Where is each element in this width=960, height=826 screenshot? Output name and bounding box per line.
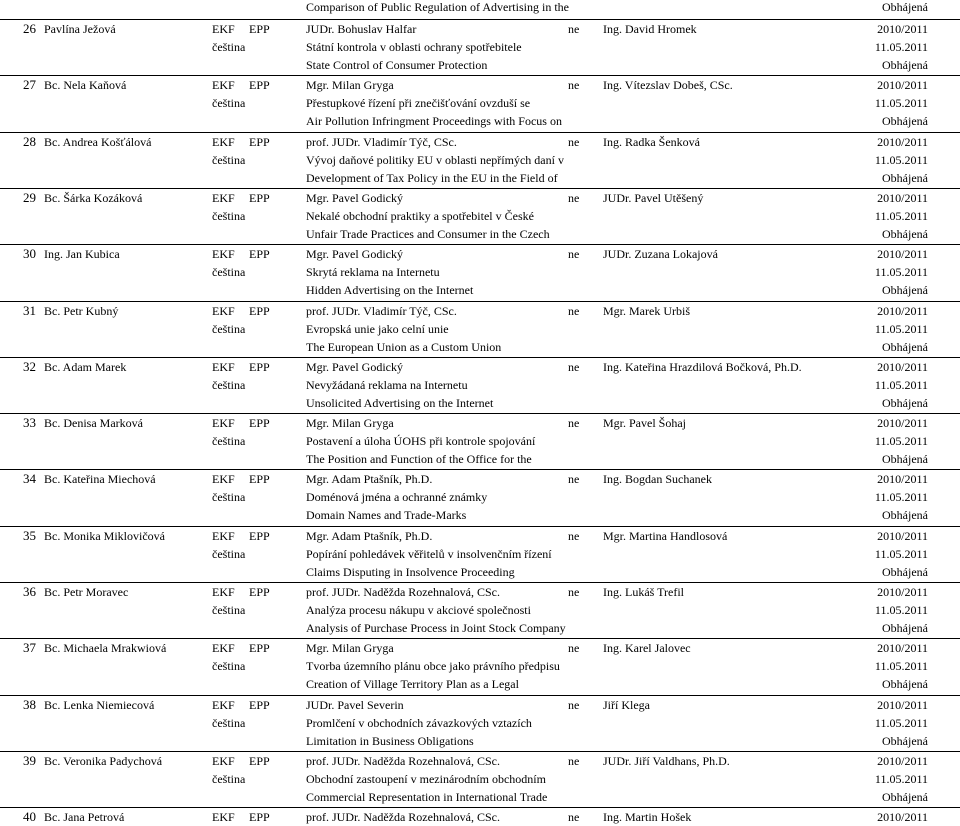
defense-status: Obhájená [882, 789, 928, 804]
defense-date: 11.05.2011 [874, 603, 928, 617]
thesis-language: čeština [212, 265, 246, 280]
faculty: EKF [212, 641, 235, 656]
faculty: EKF [212, 303, 235, 318]
faculty: EKF [212, 22, 235, 36]
student-name: Pavlína Ježová [44, 22, 116, 36]
supervisor: prof. JUDr. Naděžda Rozehnalová, CSc. [306, 585, 500, 599]
ne-flag: ne [568, 528, 580, 543]
thesis-language: čeština [212, 490, 246, 505]
row-number: 26 [23, 21, 36, 36]
row-line-1 [0, 76, 960, 94]
supervisor: JUDr. Pavel Severin [306, 697, 404, 712]
row-line-3 [0, 112, 960, 130]
row-line-2 [0, 38, 960, 56]
thesis-title-cz: Nekalé obchodní praktiky a spotřebitel v České [306, 208, 534, 223]
ne-flag: ne [568, 753, 580, 768]
row-line-2 [0, 601, 960, 619]
defense-status: Obhájená [882, 283, 928, 298]
thesis-title-cz: Popírání pohledávek věřitelů v insolvenčním řízení [306, 546, 552, 561]
row-number: 34 [23, 471, 36, 487]
faculty: EKF [212, 697, 235, 712]
defense-status: Obhájená [882, 677, 928, 692]
academic-year: 2010/2011 [877, 697, 928, 712]
faculty: EKF [212, 528, 235, 543]
thesis-title-cz: Promlčení v obchodních závazkových vztazích [306, 715, 532, 730]
row-number: 37 [23, 640, 36, 656]
row-line-3 [0, 56, 960, 74]
faculty: EKF [212, 134, 235, 149]
table-row [0, 357, 960, 413]
row-line-1 [0, 470, 960, 488]
supervisor: Mgr. Pavel Godický [306, 247, 403, 262]
program: EPP [249, 697, 270, 712]
table-row [0, 188, 960, 244]
academic-year: 2010/2011 [877, 22, 928, 36]
thesis-title-en: State Control of Consumer Protection [306, 58, 488, 72]
thesis-title-cz: Nevyžádaná reklama na Internetu [306, 377, 468, 392]
thesis-title-cz: Evropská unie jako celní unie [306, 321, 449, 336]
defense-status: Obhájená [882, 114, 928, 129]
opponent: Ing. Martin Hošek [603, 810, 692, 825]
thesis-language: čeština [212, 208, 246, 223]
student-name: Bc. Kateřina Miechová [44, 472, 156, 487]
supervisor: prof. JUDr. Vladimír Týč, CSc. [306, 303, 457, 318]
row-line-1 [0, 302, 960, 320]
row-line-1 [0, 752, 960, 770]
program: EPP [249, 641, 270, 656]
ne-flag: ne [568, 134, 580, 149]
thesis-title-en: Limitation in Business Obligations [306, 733, 474, 748]
top-fragment-line [0, 0, 960, 16]
opponent: Jiří Klega [603, 697, 650, 712]
student-name: Bc. Andrea Košťálová [44, 134, 152, 149]
opponent: JUDr. Zuzana Lokajová [603, 247, 718, 262]
row-line-1 [0, 414, 960, 432]
row-line-2 [0, 714, 960, 732]
academic-year: 2010/2011 [877, 528, 928, 543]
supervisor: prof. JUDr. Naděžda Rozehnalová, CSc. [306, 753, 500, 768]
thesis-title-en: Air Pollution Infringment Proceedings with Focus on [306, 114, 562, 129]
row-line-3 [0, 450, 960, 468]
row-line-2 [0, 657, 960, 675]
defense-status: Obhájená [882, 395, 928, 410]
supervisor: Mgr. Milan Gryga [306, 641, 394, 656]
student-name: Bc. Petr Kubný [44, 303, 119, 318]
supervisor: Mgr. Adam Ptašník, Ph.D. [306, 472, 433, 487]
opponent: Ing. Bogdan Suchanek [603, 472, 712, 487]
ne-flag: ne [568, 22, 580, 36]
academic-year: 2010/2011 [877, 303, 928, 318]
thesis-title-en: The Position and Function of the Office for the [306, 452, 532, 467]
row-line-1 [0, 20, 960, 38]
row-line-2 [0, 376, 960, 394]
student-name: Bc. Denisa Marková [44, 416, 143, 431]
thesis-language: čeština [212, 715, 246, 730]
faculty: EKF [212, 810, 235, 825]
row-number: 28 [23, 133, 36, 149]
opponent: Mgr. Martina Handlosová [603, 528, 728, 543]
row-line-2 [0, 488, 960, 506]
row-line-2 [0, 151, 960, 169]
program: EPP [249, 190, 270, 205]
row-line-2 [0, 545, 960, 563]
program: EPP [249, 134, 270, 149]
thesis-title-en: Commercial Representation in International Trade [306, 789, 548, 804]
table-row [0, 469, 960, 525]
faculty: EKF [212, 416, 235, 431]
row-number: 30 [23, 246, 36, 262]
supervisor: prof. JUDr. Naděžda Rozehnalová, CSc. [306, 810, 500, 825]
supervisor: JUDr. Bohuslav Halfar [306, 22, 417, 36]
opponent: Ing. Lukáš Trefil [603, 585, 684, 599]
thesis-language: čeština [212, 434, 246, 449]
row-line-1 [0, 358, 960, 376]
program: EPP [249, 359, 270, 374]
defense-date: 11.05.2011 [874, 321, 928, 336]
thesis-language: čeština [212, 659, 246, 674]
row-line-3 [0, 563, 960, 581]
student-name: Bc. Monika Miklovičová [44, 528, 165, 543]
table-row [0, 132, 960, 188]
program: EPP [249, 753, 270, 768]
student-name: Ing. Jan Kubica [44, 247, 120, 262]
thesis-title-cz: Tvorba územního plánu obce jako právního předpisu [306, 659, 560, 674]
table-row [0, 244, 960, 300]
row-line-3 [0, 225, 960, 243]
row-line-2 [0, 432, 960, 450]
ne-flag: ne [568, 416, 580, 431]
ne-flag: ne [568, 810, 580, 825]
table-row [0, 695, 960, 751]
row-number: 39 [23, 752, 36, 768]
supervisor: Mgr. Pavel Godický [306, 190, 403, 205]
program: EPP [249, 528, 270, 543]
thesis-title-en: Domain Names and Trade-Marks [306, 508, 467, 523]
ne-flag: ne [568, 585, 580, 599]
row-line-1 [0, 189, 960, 207]
row-number: 36 [23, 584, 36, 599]
academic-year: 2010/2011 [877, 134, 928, 149]
thesis-language: čeština [212, 377, 246, 392]
ne-flag: ne [568, 472, 580, 487]
program: EPP [249, 810, 270, 825]
table-row [0, 751, 960, 807]
faculty: EKF [212, 753, 235, 768]
program: EPP [249, 303, 270, 318]
ne-flag: ne [568, 359, 580, 374]
program: EPP [249, 247, 270, 262]
thesis-title-en: Comparison of Public Regulation of Advertising in the [306, 0, 569, 14]
student-name: Bc. Veronika Padychová [44, 753, 163, 768]
opponent: Ing. Vítezslav Dobeš, CSc. [603, 78, 733, 93]
academic-year: 2010/2011 [877, 359, 928, 374]
row-number: 35 [23, 527, 36, 543]
defense-status: Obhájená [882, 58, 928, 72]
defense-status: Obhájená [882, 226, 928, 241]
student-name: Bc. Petr Moravec [44, 585, 129, 599]
row-line-1 [0, 245, 960, 263]
supervisor: Mgr. Pavel Godický [306, 359, 403, 374]
row-line-2 [0, 263, 960, 281]
defense-status: Obhájená [882, 170, 928, 185]
student-name: Bc. Michaela Mrakwiová [44, 641, 167, 656]
thesis-language: čeština [212, 771, 246, 786]
row-line-3 [0, 675, 960, 693]
academic-year: 2010/2011 [877, 810, 928, 825]
row-line-3 [0, 394, 960, 412]
defense-status: Obhájená [882, 339, 928, 354]
opponent: Ing. Kateřina Hrazdilová Bočková, Ph.D. [603, 359, 802, 374]
defense-status: Obhájená [882, 564, 928, 579]
thesis-language: čeština [212, 603, 246, 617]
defense-date: 11.05.2011 [874, 96, 928, 111]
thesis-title-cz: Přestupkové řízení při znečišťování ovzduší se [306, 96, 531, 111]
row-number: 33 [23, 415, 36, 431]
faculty: EKF [212, 585, 235, 599]
opponent: Ing. Karel Jalovec [603, 641, 691, 656]
opponent: Mgr. Marek Urbiš [603, 303, 690, 318]
opponent: Mgr. Pavel Šohaj [603, 416, 686, 431]
thesis-title-cz: Postavení a úloha ÚOHS při kontrole spojování [306, 434, 536, 449]
row-line-2 [0, 320, 960, 338]
ne-flag: ne [568, 247, 580, 262]
thesis-language: čeština [212, 546, 246, 561]
defense-date: 11.05.2011 [874, 208, 928, 223]
row-line-3 [0, 169, 960, 187]
academic-year: 2010/2011 [877, 472, 928, 487]
defense-date: 11.05.2011 [874, 434, 928, 449]
thesis-title-cz: Vývoj daňové politiky EU v oblasti nepřímých daní v [306, 152, 564, 167]
thesis-title-cz: Státní kontrola v oblasti ochrany spotřebitele [306, 40, 522, 54]
row-line-1 [0, 808, 960, 826]
row-line-3 [0, 506, 960, 524]
thesis-title-en: The European Union as a Custom Union [306, 339, 502, 354]
row-line-2 [0, 770, 960, 788]
table-row [0, 19, 960, 75]
student-name: Bc. Šárka Kozáková [44, 190, 143, 205]
opponent: Ing. David Hromek [603, 22, 697, 36]
student-name: Bc. Adam Marek [44, 359, 127, 374]
thesis-title-en: Development of Tax Policy in the EU in the Field of [306, 170, 558, 185]
defense-date: 11.05.2011 [874, 490, 928, 505]
faculty: EKF [212, 190, 235, 205]
defense-date: 11.05.2011 [874, 659, 928, 674]
thesis-title-en: Creation of Village Territory Plan as a Legal [306, 677, 519, 692]
row-line-2 [0, 207, 960, 225]
defense-status: Obhájená [882, 0, 928, 14]
ne-flag: ne [568, 190, 580, 205]
thesis-title-en: Claims Disputing in Insolvence Proceeding [306, 564, 515, 579]
row-line-3 [0, 788, 960, 806]
opponent: JUDr. Pavel Utěšený [603, 190, 704, 205]
row-number: 32 [23, 358, 36, 374]
row-line-3 [0, 619, 960, 637]
ne-flag: ne [568, 697, 580, 712]
faculty: EKF [212, 78, 235, 93]
ne-flag: ne [568, 641, 580, 656]
row-number: 27 [23, 77, 36, 93]
defense-date: 11.05.2011 [874, 265, 928, 280]
program: EPP [249, 585, 270, 599]
thesis-title-en: Hidden Advertising on the Internet [306, 283, 474, 298]
academic-year: 2010/2011 [877, 190, 928, 205]
thesis-title-en: Unsolicited Advertising on the Internet [306, 395, 494, 410]
ne-flag: ne [568, 78, 580, 93]
academic-year: 2010/2011 [877, 78, 928, 93]
row-line-1 [0, 133, 960, 151]
row-line-1 [0, 527, 960, 545]
thesis-title-cz: Obchodní zastoupení v mezinárodním obchodním [306, 771, 546, 786]
thesis-language: čeština [212, 40, 246, 54]
thesis-title-cz: Analýza procesu nákupu v akciové společnosti [306, 603, 531, 617]
thesis-title-en: Unfair Trade Practices and Consumer in the Czech [306, 226, 550, 241]
row-line-3 [0, 281, 960, 299]
student-name: Bc. Jana Petrová [44, 810, 125, 825]
academic-year: 2010/2011 [877, 416, 928, 431]
row-number: 40 [23, 809, 36, 825]
row-number: 31 [23, 302, 36, 318]
defense-status: Obhájená [882, 508, 928, 523]
student-name: Bc. Lenka Niemiecová [44, 697, 155, 712]
supervisor: Mgr. Adam Ptašník, Ph.D. [306, 528, 433, 543]
faculty: EKF [212, 472, 235, 487]
table-row [0, 526, 960, 582]
academic-year: 2010/2011 [877, 585, 928, 599]
supervisor: Mgr. Milan Gryga [306, 78, 394, 93]
defense-date: 11.05.2011 [874, 771, 928, 786]
defense-status: Obhájená [882, 452, 928, 467]
defense-date: 11.05.2011 [874, 715, 928, 730]
row-line-1 [0, 583, 960, 601]
thesis-language: čeština [212, 152, 246, 167]
defense-date: 11.05.2011 [874, 546, 928, 561]
row-line-2 [0, 94, 960, 112]
program: EPP [249, 22, 270, 36]
opponent: Ing. Radka Šenková [603, 134, 700, 149]
supervisor: Mgr. Milan Gryga [306, 416, 394, 431]
ne-flag: ne [568, 303, 580, 318]
row-line-3 [0, 732, 960, 750]
table-row [0, 582, 960, 638]
thesis-title-cz: Doménová jména a ochranné známky [306, 490, 488, 505]
table-row [0, 413, 960, 469]
defense-date: 11.05.2011 [874, 377, 928, 392]
student-name: Bc. Nela Kaňová [44, 78, 127, 93]
program: EPP [249, 472, 270, 487]
table-row [0, 638, 960, 694]
academic-year: 2010/2011 [877, 753, 928, 768]
row-line-1 [0, 639, 960, 657]
defense-status: Obhájená [882, 733, 928, 748]
defense-date: 11.05.2011 [874, 40, 928, 54]
thesis-title-cz: Skrytá reklama na Internetu [306, 265, 440, 280]
faculty: EKF [212, 247, 235, 262]
program: EPP [249, 78, 270, 93]
table-row [0, 301, 960, 357]
opponent: JUDr. Jiří Valdhans, Ph.D. [603, 753, 730, 768]
thesis-language: čeština [212, 321, 246, 336]
thesis-language: čeština [212, 96, 246, 111]
table-row [0, 75, 960, 131]
thesis-title-en: Analysis of Purchase Process in Joint Stock Company [306, 621, 566, 635]
row-line-1 [0, 696, 960, 714]
row-line-3 [0, 338, 960, 356]
academic-year: 2010/2011 [877, 641, 928, 656]
supervisor: prof. JUDr. Vladimír Týč, CSc. [306, 134, 457, 149]
defense-status: Obhájená [882, 621, 928, 635]
faculty: EKF [212, 359, 235, 374]
row-number: 29 [23, 189, 36, 205]
defense-date: 11.05.2011 [874, 152, 928, 167]
program: EPP [249, 416, 270, 431]
academic-year: 2010/2011 [877, 247, 928, 262]
row-number: 38 [23, 696, 36, 712]
